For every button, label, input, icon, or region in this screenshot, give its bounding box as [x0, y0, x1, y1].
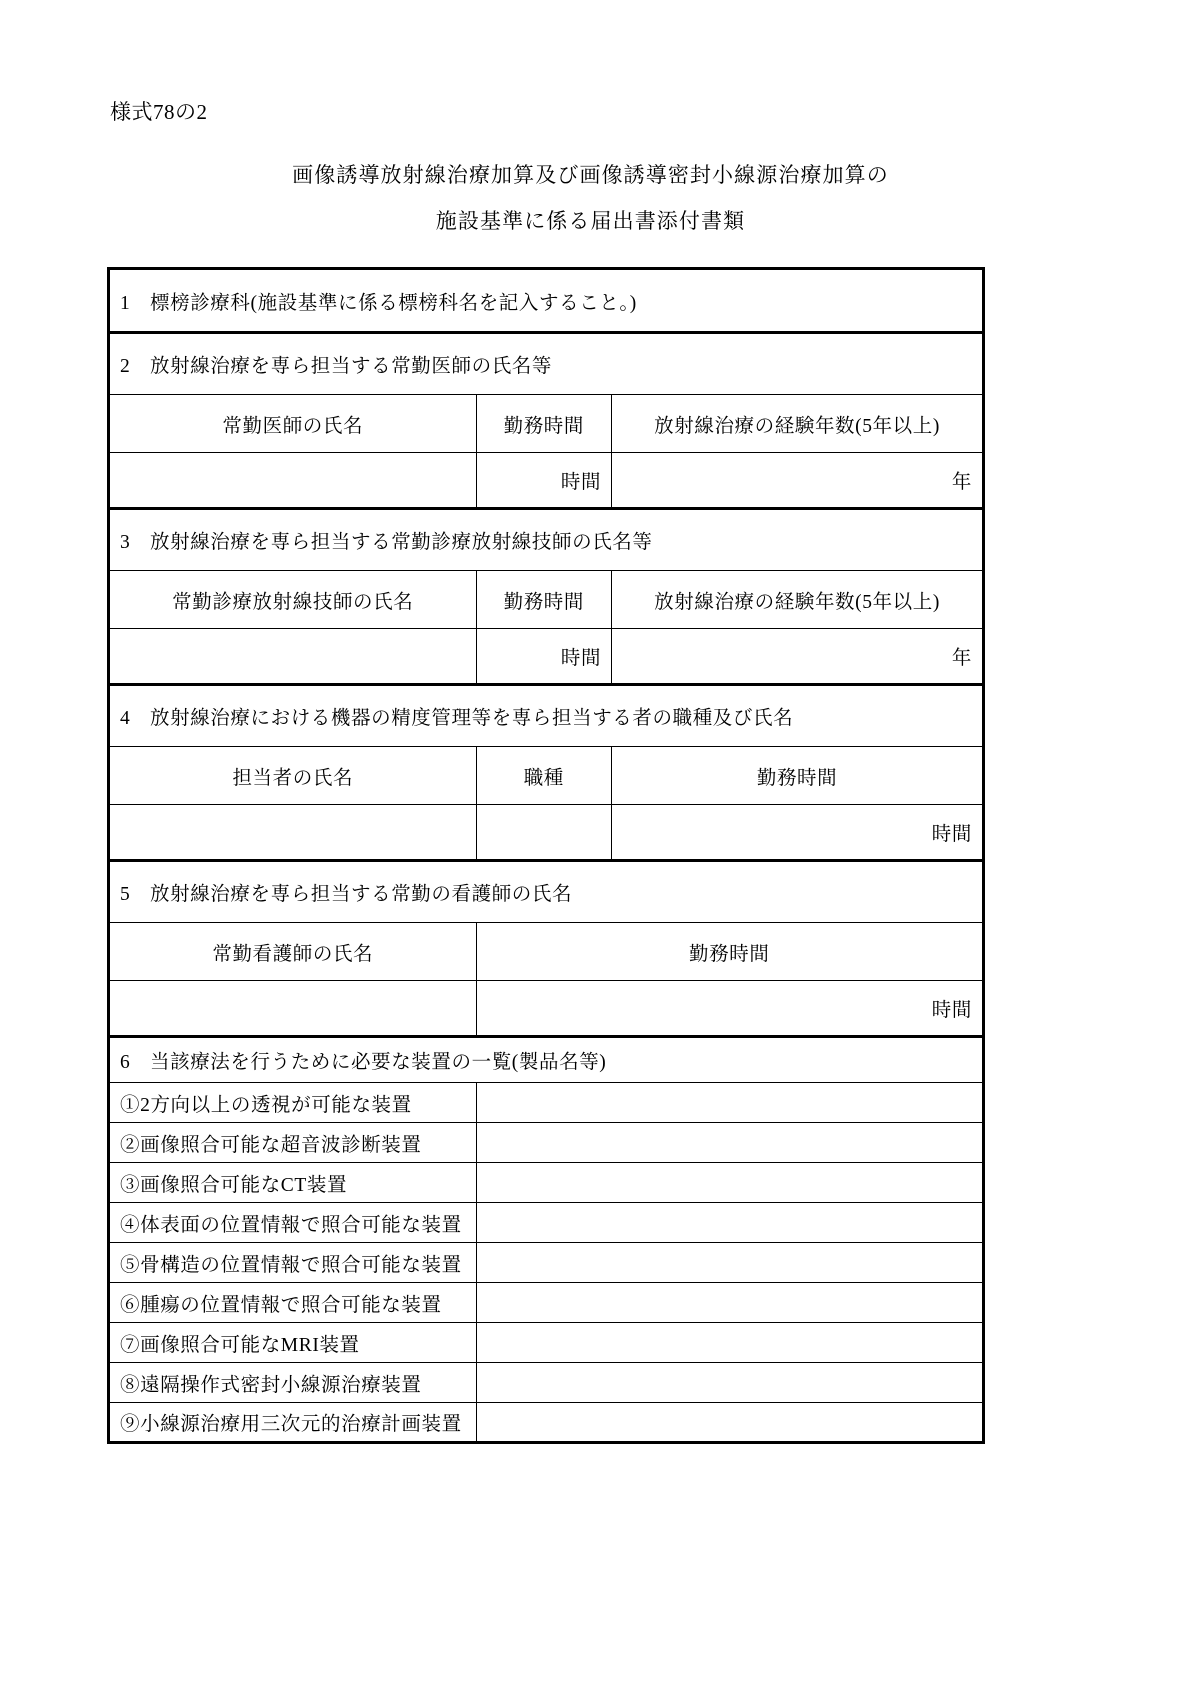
device-label-6: ⑥腫瘍の位置情報で照合可能な装置 — [109, 1283, 477, 1323]
section-2-input-experience[interactable]: 年 — [612, 453, 984, 509]
section-4-heading-row — [109, 685, 984, 747]
section-6-number: 6 — [120, 1052, 131, 1073]
device-value-2[interactable] — [476, 1123, 984, 1163]
device-label-4: ④体表面の位置情報で照合可能な装置 — [109, 1203, 477, 1243]
device-label-8: ⑧遠隔操作式密封小線源治療装置 — [109, 1363, 477, 1403]
device-label-1: ①2方向以上の透視が可能な装置 — [109, 1083, 477, 1123]
section-4-heading-text: 放射線治療における機器の精度管理等を専ら担当する者の職種及び氏名 — [150, 708, 794, 729]
section-3-entry-row — [109, 629, 984, 685]
section-1-heading-row — [109, 269, 984, 333]
section-3-col-hours: 勤務時間 — [476, 571, 612, 629]
title-line-2: 施設基準に係る届出書添付書類 — [435, 209, 746, 233]
device-label-3: ③画像照合可能なCT装置 — [109, 1163, 477, 1203]
form-table — [107, 267, 985, 1444]
device-value-8[interactable] — [476, 1363, 984, 1403]
device-row — [109, 1243, 984, 1283]
section-2-heading — [109, 333, 984, 395]
document-title — [0, 152, 1181, 244]
section-2-input-name[interactable] — [109, 453, 477, 509]
section-4-input-name[interactable] — [109, 805, 477, 861]
device-row — [109, 1403, 984, 1443]
device-row — [109, 1283, 984, 1323]
device-row — [109, 1123, 984, 1163]
section-2-col-experience: 放射線治療の経験年数(5年以上) — [612, 395, 984, 453]
device-value-3[interactable] — [476, 1163, 984, 1203]
section-5-column-header-row — [109, 923, 984, 981]
section-6-heading — [109, 1037, 984, 1083]
section-5-number: 5 — [120, 884, 131, 905]
section-4-entry-row — [109, 805, 984, 861]
section-4-column-header-row — [109, 747, 984, 805]
section-5-input-hours[interactable]: 時間 — [476, 981, 984, 1037]
section-4-col-name: 担当者の氏名 — [109, 747, 477, 805]
section-6-heading-row — [109, 1037, 984, 1083]
device-value-1[interactable] — [476, 1083, 984, 1123]
section-3-col-name: 常勤診療放射線技師の氏名 — [109, 571, 477, 629]
section-3-heading-row — [109, 509, 984, 571]
section-1-heading — [109, 269, 984, 333]
section-6-heading-text: 当該療法を行うために必要な装置の一覧(製品名等) — [150, 1052, 607, 1073]
section-5-input-name[interactable] — [109, 981, 477, 1037]
section-4-heading — [109, 685, 984, 747]
section-3-heading-text: 放射線治療を専ら担当する常勤診療放射線技師の氏名等 — [150, 532, 653, 553]
title-line-1: 画像誘導放射線治療加算及び画像誘導密封小線源治療加算の — [292, 163, 889, 187]
section-2-col-name: 常勤医師の氏名 — [109, 395, 477, 453]
section-2-col-hours: 勤務時間 — [476, 395, 612, 453]
section-2-heading-row — [109, 333, 984, 395]
section-5-col-name: 常勤看護師の氏名 — [109, 923, 477, 981]
device-row — [109, 1363, 984, 1403]
section-3-heading — [109, 509, 984, 571]
section-3-input-experience[interactable]: 年 — [612, 629, 984, 685]
device-row — [109, 1203, 984, 1243]
section-4-input-hours[interactable]: 時間 — [612, 805, 984, 861]
section-5-heading-row — [109, 861, 984, 923]
section-2-input-hours[interactable]: 時間 — [476, 453, 612, 509]
section-3-input-name[interactable] — [109, 629, 477, 685]
section-3-number: 3 — [120, 532, 131, 553]
section-5-entry-row — [109, 981, 984, 1037]
section-2-heading-text: 放射線治療を専ら担当する常勤医師の氏名等 — [150, 356, 553, 377]
form-number: 様式78の2 — [110, 100, 208, 124]
device-value-6[interactable] — [476, 1283, 984, 1323]
section-4-input-jobtype[interactable] — [476, 805, 612, 861]
section-5-heading — [109, 861, 984, 923]
device-value-5[interactable] — [476, 1243, 984, 1283]
section-4-col-hours: 勤務時間 — [612, 747, 984, 805]
section-2-number: 2 — [120, 356, 131, 377]
section-2-column-header-row — [109, 395, 984, 453]
device-label-2: ②画像照合可能な超音波診断装置 — [109, 1123, 477, 1163]
device-row — [109, 1323, 984, 1363]
section-5-heading-text: 放射線治療を専ら担当する常勤の看護師の氏名 — [150, 884, 573, 905]
device-row — [109, 1083, 984, 1123]
device-value-4[interactable] — [476, 1203, 984, 1243]
device-value-9[interactable] — [476, 1403, 984, 1443]
section-3-input-hours[interactable]: 時間 — [476, 629, 612, 685]
section-3-column-header-row — [109, 571, 984, 629]
device-label-5: ⑤骨構造の位置情報で照合可能な装置 — [109, 1243, 477, 1283]
device-label-7: ⑦画像照合可能なMRI装置 — [109, 1323, 477, 1363]
section-4-number: 4 — [120, 708, 131, 729]
device-value-7[interactable] — [476, 1323, 984, 1363]
section-1-heading-text: 標榜診療科(施設基準に係る標榜科名を記入すること。) — [150, 292, 637, 314]
section-4-col-jobtype: 職種 — [476, 747, 612, 805]
section-3-col-experience: 放射線治療の経験年数(5年以上) — [612, 571, 984, 629]
section-1-number: 1 — [120, 292, 131, 314]
device-label-9: ⑨小線源治療用三次元的治療計画装置 — [109, 1403, 477, 1443]
device-row — [109, 1163, 984, 1203]
section-5-col-hours: 勤務時間 — [476, 923, 984, 981]
section-2-entry-row — [109, 453, 984, 509]
